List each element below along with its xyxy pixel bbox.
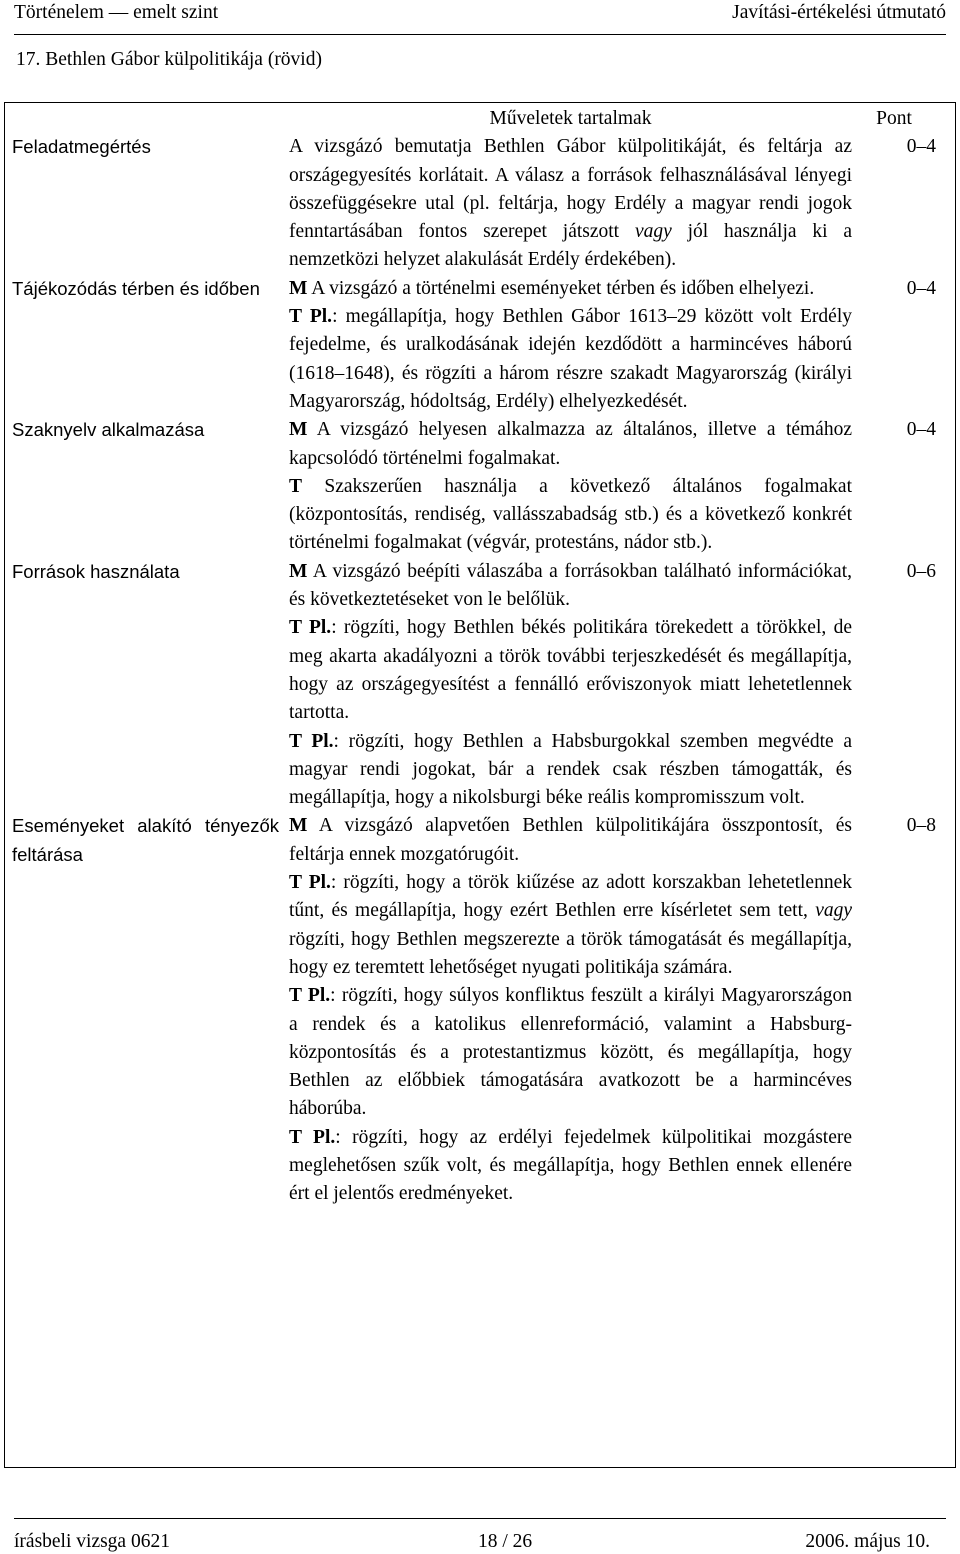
row-points: 0–8 — [906, 815, 936, 837]
row-content: M A vizsgázó a történelmi eseményeket térben és időben elhelyezi. T Pl.: megállapítja, hogy Bethlen Gábor 1613–29 között volt Erdély fejedelme, és uralkodásának idején kezdődött a harmincéves háború (1618–1648), és rögzíti a három részre szakadt Magyarország (királyi Magyarország, hódoltság, Erdély) elhelyezkedését. — [289, 277, 853, 412]
row-points: 0–4 — [906, 419, 936, 441]
header-subject: Történelem — emelt szint — [14, 2, 219, 23]
row-points: 0–4 — [906, 136, 936, 158]
table-row — [12, 558, 936, 813]
column-header-operations: Műveletek tartalmak — [489, 108, 652, 129]
footer-date: 2006. május 10. — [805, 1531, 930, 1552]
table-row — [12, 416, 936, 557]
page-footer — [14, 1530, 930, 1554]
row-content: M A vizsgázó alapvetően Bethlen külpolitikájára összpontosít, és feltárja ennek mozgatórugóit. T Pl.: rögzíti, hogy a török kiűzése az adott korszakban lehetetlennek tűnt, és megállapítja, hogy ezért Bethlen erre kísérletet sem tett, vagy rögzíti, hogy Bethlen megszerezte a török támogatását és megállapítja, hogy ez teremtett lehetőséget nyugati politikája számára. T Pl.: rögzíti, hogy súlyos konfliktus feszült a királyi Magyarországon a rendek és a katolikus ellenreformáció, valamint a Habsburg-központosítás és a protestantizmus között, és megállapítja, hogy Bethlen az előbbiek támogatására avatkozott be a harmincéves háborúba. T Pl.: rögzíti, hogy az erdélyi fejedelmek külpolitikai mozgástere meglehetősen szűk volt, és megállapítja, hogy Bethlen ennek ellenére ért el jelentős eredményeket. — [289, 815, 853, 1205]
row-category: Források használata — [12, 560, 180, 582]
row-content: M A vizsgázó beépíti válaszába a forrásokban található információkat, és következtetéseket von le belőlük. T Pl.: rögzíti, hogy Bethlen békés politikára törekedett a törökkel, de meg akarta akadályozni a török további terjeszkedését és megállapítja, hogy az országegyesítést a fennálló erőviszonyok miatt lehetetlennek tartotta. T Pl.: rögzíti, hogy Bethlen a Habsburgokkal szemben megvédte a magyar rendi jogokat, bár a rendek csak részben támogatták, és megállapítja, hogy a nikolsburgi béke reális kompromisszum volt. — [289, 560, 853, 809]
row-points: 0–6 — [906, 560, 936, 582]
row-content: M A vizsgázó helyesen alkalmazza az általános, illetve a témához kapcsolódó történelmi fogalmakat. T Szakszerűen használja a következő általános fogalmakat (központosítás, rendiség, vallásszabadság stb.) és a következő konkrét történelmi fogalmakat (végvár, protestáns, nádor stb.). — [289, 419, 853, 554]
footer-page-number: 18 / 26 — [478, 1531, 533, 1552]
table-row — [12, 812, 936, 1208]
row-points: 0–4 — [906, 277, 936, 299]
row-category: Eseményeket alakító tényezők feltárása — [12, 815, 279, 865]
page-header — [14, 0, 946, 35]
table-row — [12, 275, 936, 416]
header-doc-type: Javítási-értékelési útmutató — [732, 2, 946, 23]
row-category: Feladatmegértés — [12, 136, 151, 158]
footer-exam-code: írásbeli vizsga 0621 — [14, 1531, 170, 1552]
table-row — [12, 133, 936, 274]
row-category: Tájékozódás térben és időben — [12, 277, 260, 299]
section-title: 17. Bethlen Gábor külpolitikája (rövid) — [16, 49, 322, 70]
footer-rule — [14, 1518, 946, 1519]
column-header-points: Pont — [876, 108, 912, 129]
table-header-row — [12, 105, 936, 133]
rubric-table — [12, 105, 936, 1209]
row-category: Szaknyelv alkalmazása — [12, 419, 205, 441]
row-content: A vizsgázó bemutatja Bethlen Gábor külpolitikáját, és feltárja az országegyesítés korlátait. A válasz a források felhasználásával lényegi összefüggésekre utal (pl. feltárja, hogy Erdély a magyar rendi jogok fenntartásában fontos szerepet játszott vagy jól használja ki a nemzetközi helyzet alakulását Erdély érdekében). — [289, 136, 853, 271]
